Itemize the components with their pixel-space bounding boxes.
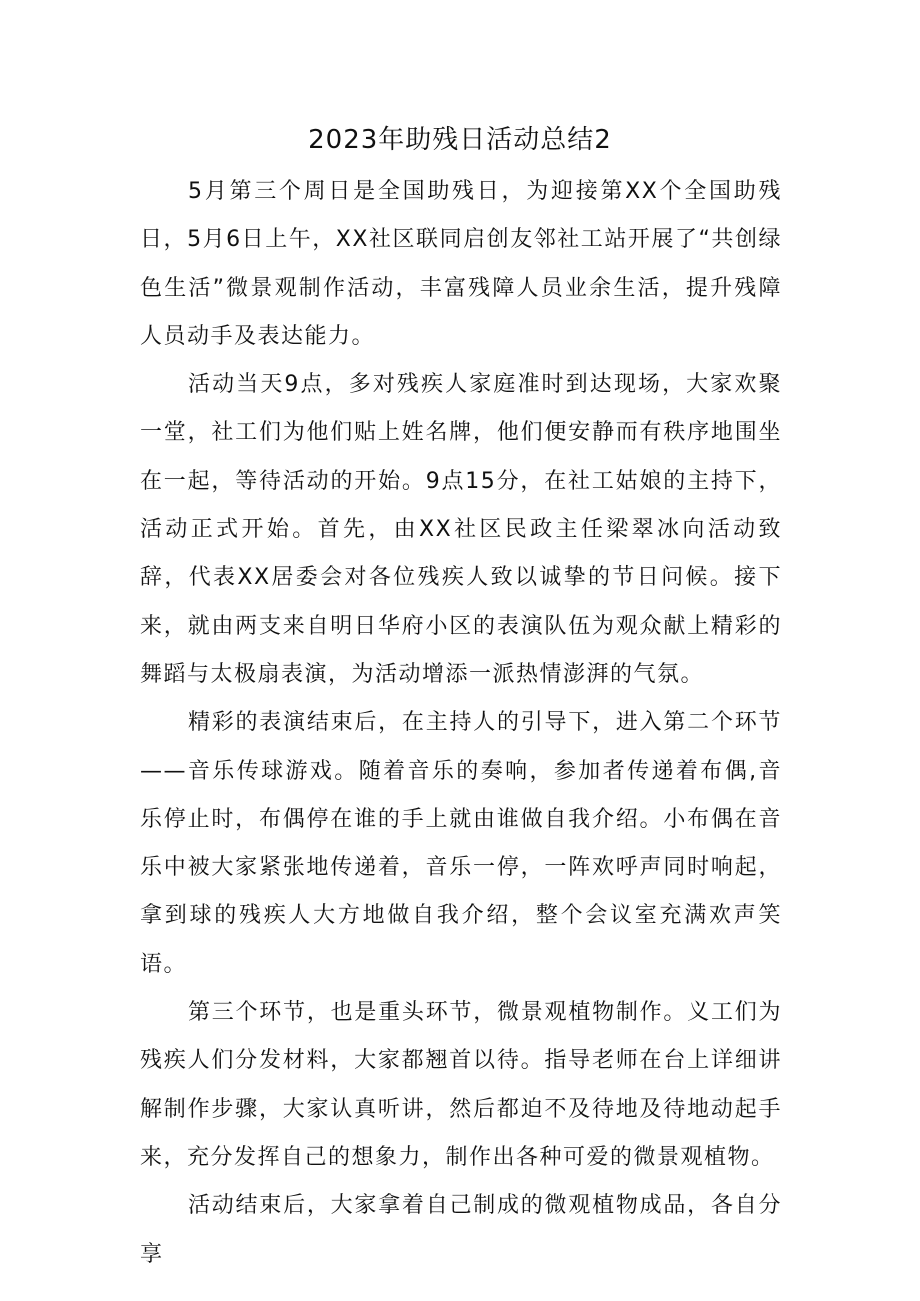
paragraph: 活动当天9点，多对残疾人家庭准时到达现场，大家欢聚一堂，社工们为他们贴上姓名牌，他们便安静而有秩序地围坐在一起，等待活动的开始。9点15分，在社工姑娘的主持下，活动正式开始。首先，由XX社区民政主任梁翠冰向活动致辞，代表XX居委会对各位残疾人致以诚挚的节日问候。接下来，就由两支来自明日华府小区的表演队伍为观众献上精彩的舞蹈与太极扇表演，为活动增添一派热情澎湃的气氛。 — [140, 372, 782, 687]
paragraph: 精彩的表演结束后，在主持人的引导下，进入第二个环节——音乐传球游戏。随着音乐的奏响，参加者传递着布偶,音乐停止时，布偶停在谁的手上就由谁做自我介绍。小布偶在音乐中被大家紧张地传递着，音乐一停，一阵欢呼声同时响起，拿到球的残疾人大方地做自我介绍，整个会议室充满欢声笑语。 — [140, 710, 782, 977]
paragraph: 第三个环节，也是重头环节，微景观植物制作。义工们为残疾人们分发材料，大家都翘首以待。指导老师在台上详细讲解制作步骤，大家认真听讲，然后都迫不及待地及待地动起手来，充分发挥自己的想象力，制作出各种可爱的微景观植物。 — [140, 1000, 782, 1170]
document-title: 2023年助残日活动总结2 — [308, 125, 612, 155]
paragraph: 5月第三个周日是全国助残日，为迎接第XX个全国助残日，5月6日上午，XX社区联同启创友邻社工站开展了“共创绿色生活”微景观制作活动，丰富残障人员业余生活，提升残障人员动手及表达能力。 — [140, 179, 782, 349]
document-body — [140, 168, 782, 1279]
paragraph: 活动结束后，大家拿着自己制成的微观植物成品，各自分享 — [140, 1193, 782, 1267]
